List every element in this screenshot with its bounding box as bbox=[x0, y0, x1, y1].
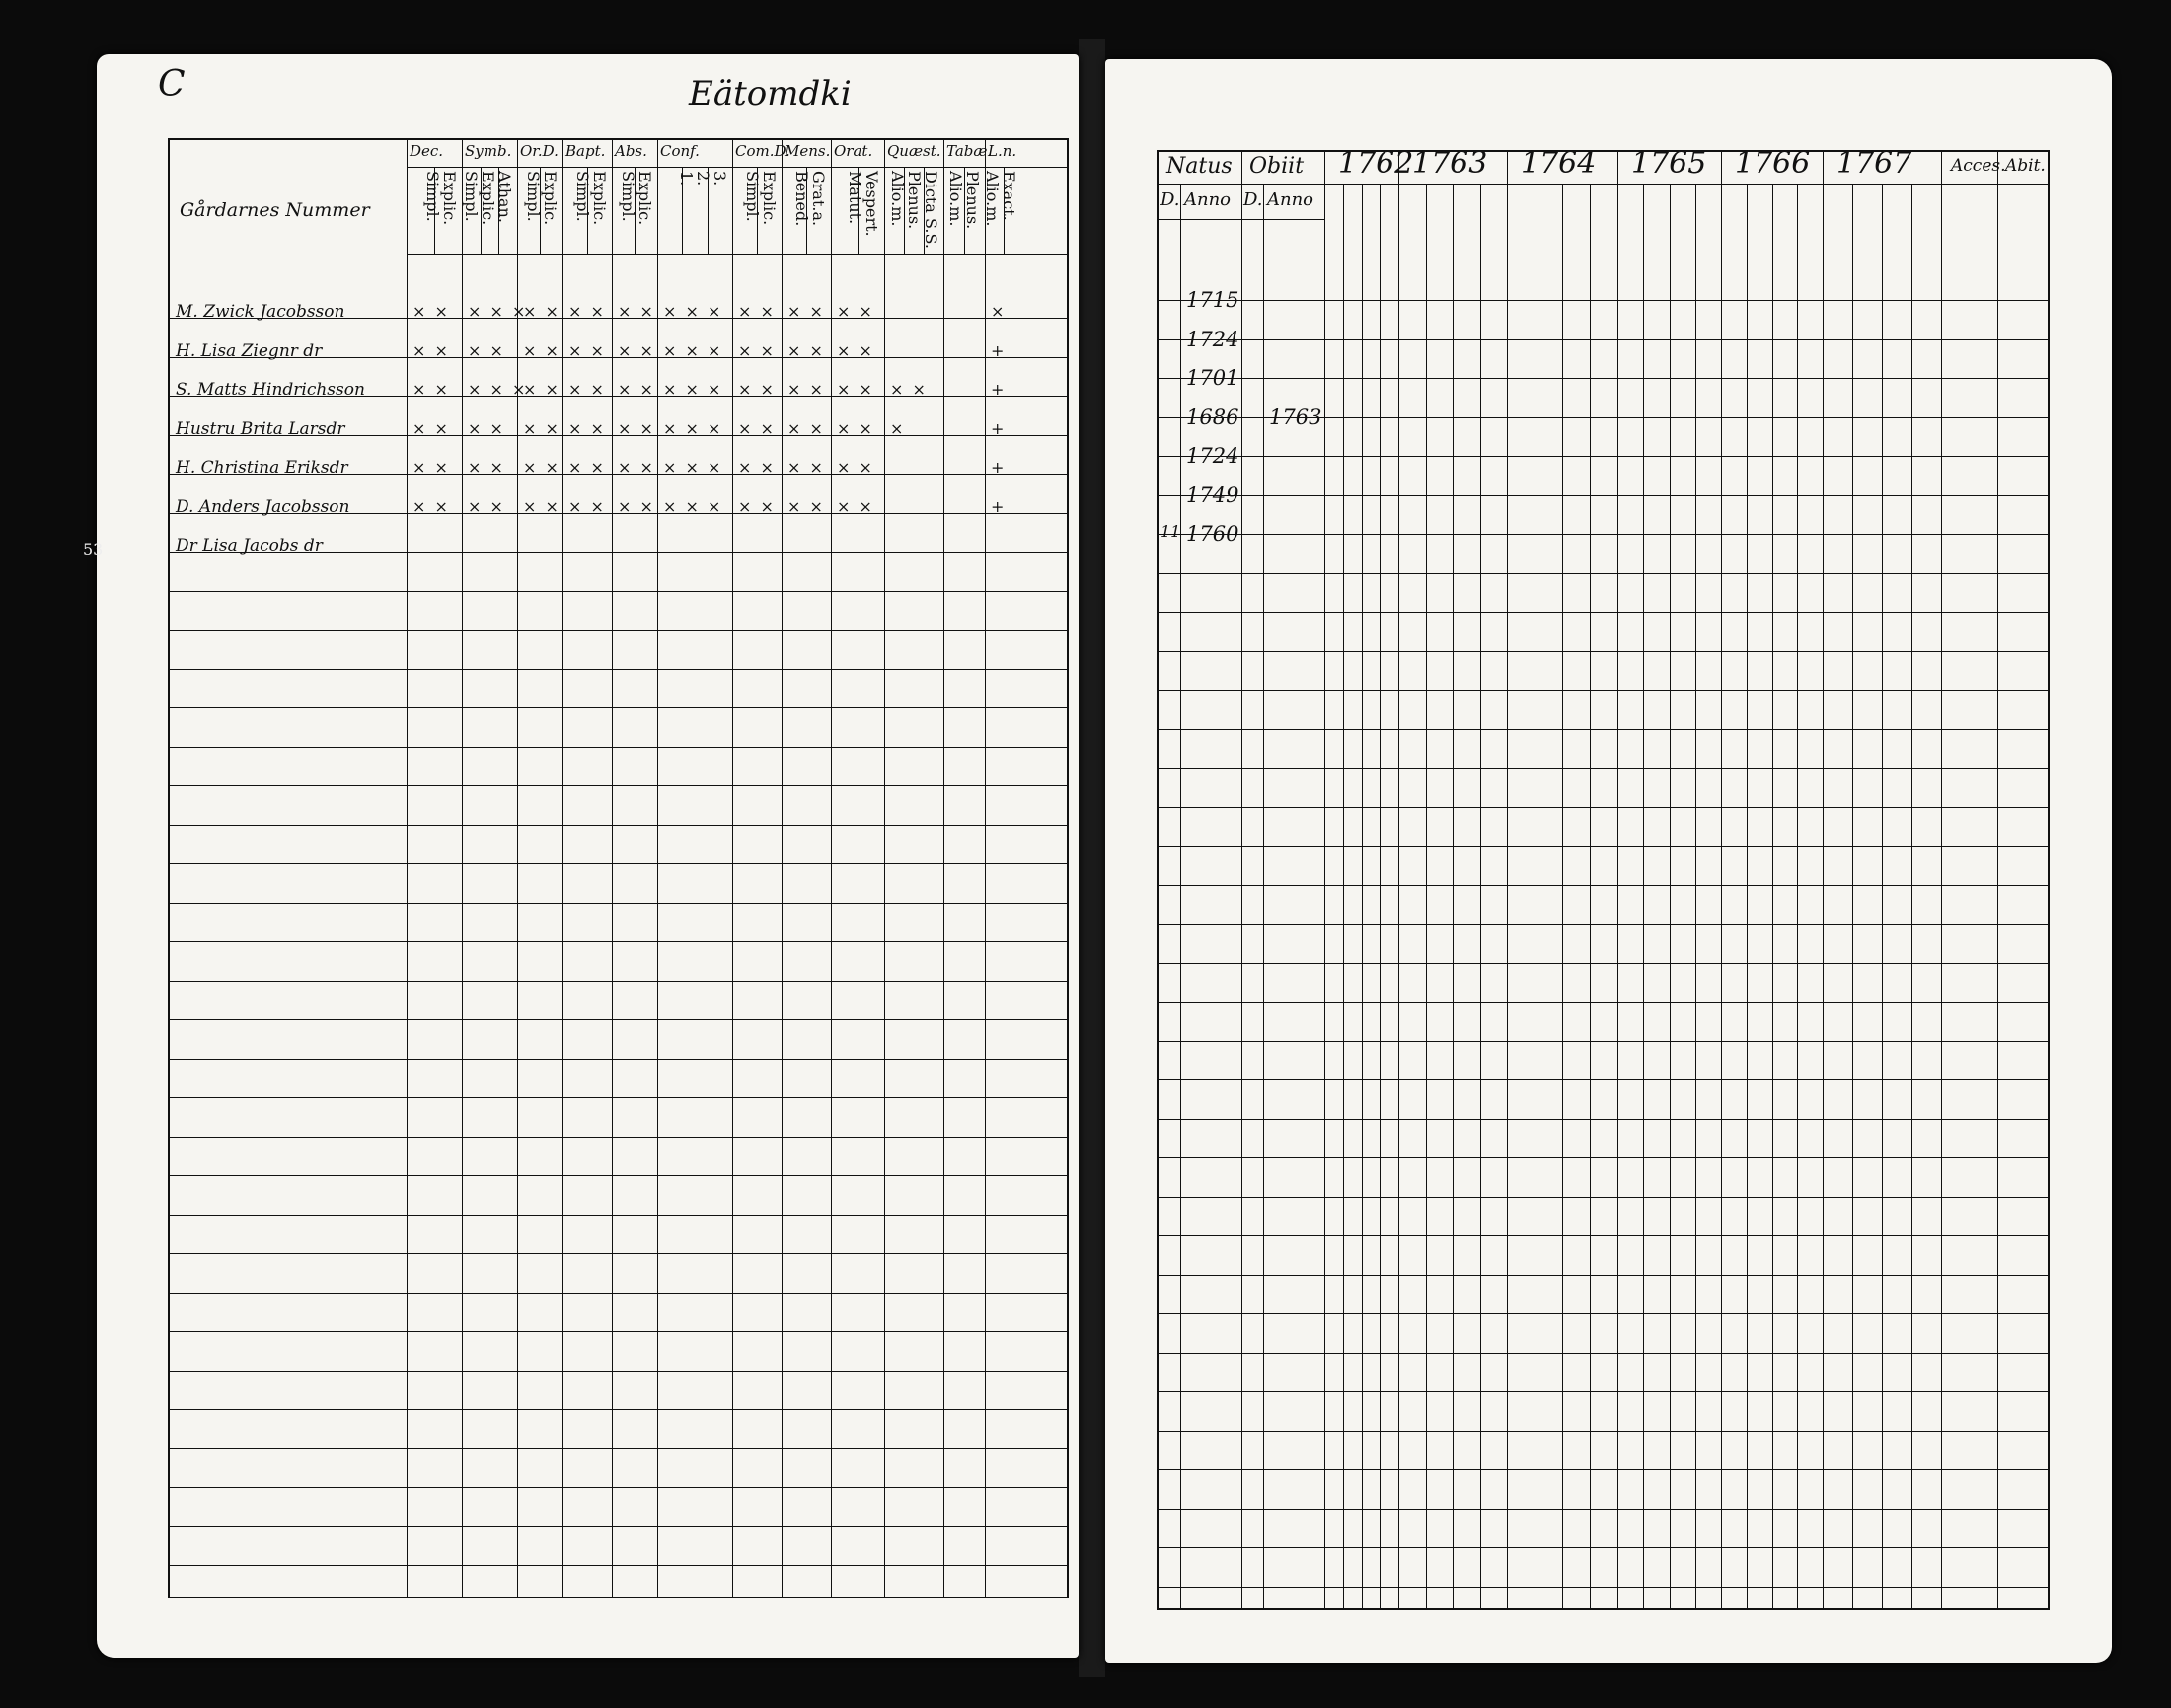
exam-mark: × × bbox=[618, 340, 655, 360]
parishioner-name: Dr Lisa Jacobs dr bbox=[176, 536, 323, 556]
row-rule bbox=[1159, 1119, 2048, 1120]
catechetical-table bbox=[168, 138, 1069, 1598]
column-header: Bapt. bbox=[565, 142, 606, 160]
row-rule bbox=[170, 1526, 1067, 1527]
exam-mark: × × bbox=[837, 418, 874, 438]
row-rule bbox=[1159, 1079, 2048, 1080]
year-header: 1763 bbox=[1412, 146, 1488, 181]
exam-mark: + bbox=[991, 418, 1007, 438]
exam-mark: × × bbox=[787, 418, 825, 438]
name-column-header: Gårdarnes Nummer bbox=[180, 199, 370, 221]
obiit-anno-header: Anno bbox=[1267, 189, 1314, 210]
exam-mark: × × bbox=[787, 302, 825, 321]
row-rule bbox=[170, 785, 1067, 786]
column-divider bbox=[985, 140, 986, 1597]
row-rule bbox=[1159, 1509, 2048, 1510]
abit-header: Abit. bbox=[2005, 156, 2046, 176]
row-rule bbox=[1159, 690, 2048, 691]
row-rule bbox=[1159, 768, 2048, 769]
column-divider bbox=[831, 140, 832, 1597]
book-spine bbox=[1079, 39, 1105, 1677]
exam-mark: × × bbox=[412, 302, 450, 321]
exam-mark: × × bbox=[618, 458, 655, 477]
column-subheader: Plenus. Alio.m. bbox=[946, 171, 982, 230]
row-rule bbox=[170, 1175, 1067, 1176]
subcolumn-divider bbox=[498, 167, 499, 254]
row-rule bbox=[170, 1487, 1067, 1488]
column-header: Abs. bbox=[615, 142, 647, 160]
column-subheader: Explic. Simpl. bbox=[573, 171, 609, 226]
row-rule bbox=[170, 669, 1067, 670]
column-subheader: Grat.a. Bened. bbox=[792, 171, 828, 227]
column-header: Dec. bbox=[410, 142, 444, 160]
subcolumn-divider bbox=[904, 167, 905, 254]
year-subcolumn bbox=[1852, 184, 1853, 1608]
exam-mark: × × bbox=[468, 340, 505, 360]
row-rule bbox=[170, 941, 1067, 942]
exam-mark: × × bbox=[568, 458, 606, 477]
column-divider bbox=[657, 140, 658, 1597]
column-divider bbox=[562, 140, 563, 1597]
column-divider bbox=[1617, 152, 1618, 1608]
subcolumn-divider bbox=[757, 167, 758, 254]
exam-mark: × × bbox=[618, 418, 655, 438]
column-divider bbox=[407, 140, 408, 1597]
year-subcolumn bbox=[1343, 184, 1344, 1608]
corner-mark: C bbox=[158, 64, 186, 105]
column-header: Conf. bbox=[660, 142, 700, 160]
exam-mark: × × bbox=[837, 496, 874, 516]
column-divider bbox=[612, 140, 613, 1597]
exam-mark: × × bbox=[568, 302, 606, 321]
year-subcolumn bbox=[1362, 184, 1363, 1608]
row-rule bbox=[170, 981, 1067, 982]
column-divider bbox=[1721, 152, 1722, 1608]
exam-mark: × × bbox=[523, 418, 561, 438]
row-rule bbox=[1159, 1157, 2048, 1158]
column-divider bbox=[1263, 184, 1264, 1608]
column-header: Quæst. bbox=[887, 142, 941, 160]
parishioner-name: M. Zwick Jacobsson bbox=[176, 302, 345, 322]
year-subcolumn bbox=[1453, 184, 1454, 1608]
exam-mark: × × bbox=[412, 458, 450, 477]
subcolumn-divider bbox=[682, 167, 683, 254]
page-title: Eätomdki bbox=[689, 74, 852, 113]
parishioner-name: H. Christina Eriksdr bbox=[176, 458, 348, 478]
exam-mark: × × × bbox=[663, 418, 723, 438]
birth-year: 1749 bbox=[1186, 483, 1239, 507]
row-rule bbox=[170, 1565, 1067, 1566]
row-rule bbox=[170, 1371, 1067, 1372]
subheader-divider bbox=[1159, 219, 1324, 220]
row-rule bbox=[1159, 1235, 2048, 1236]
left-page bbox=[83, 54, 1079, 1658]
birth-year: 1686 bbox=[1186, 405, 1239, 429]
obiit-day-header: D. bbox=[1243, 189, 1263, 210]
row-rule bbox=[1159, 1002, 2048, 1003]
exam-mark: × × bbox=[738, 418, 776, 438]
column-subheader: Explic. Simpl. bbox=[619, 171, 654, 226]
exam-mark: × × bbox=[837, 380, 874, 399]
column-header: Orat. bbox=[834, 142, 873, 160]
column-divider bbox=[943, 140, 944, 1597]
column-subheader: Explic. Simpl. bbox=[423, 171, 459, 226]
row-rule bbox=[1159, 1469, 2048, 1470]
row-rule bbox=[170, 1293, 1067, 1294]
column-header: Tabæ. bbox=[946, 142, 993, 160]
exam-mark: × × bbox=[523, 458, 561, 477]
row-rule bbox=[170, 1253, 1067, 1254]
year-subcolumn bbox=[1480, 184, 1481, 1608]
exam-mark: × × bbox=[738, 380, 776, 399]
exam-mark: × × bbox=[523, 496, 561, 516]
year-subcolumn bbox=[1380, 184, 1381, 1608]
exam-mark: × × bbox=[837, 458, 874, 477]
year-subcolumn bbox=[1643, 184, 1644, 1608]
row-rule bbox=[1159, 963, 2048, 964]
year-subcolumn bbox=[1670, 184, 1671, 1608]
exam-mark: × × bbox=[787, 380, 825, 399]
exam-mark: × × bbox=[412, 380, 450, 399]
header-divider bbox=[1159, 184, 2048, 185]
column-divider bbox=[517, 140, 518, 1597]
natus-anno-header: Anno bbox=[1184, 189, 1232, 210]
column-divider bbox=[1997, 152, 1998, 1608]
row-rule bbox=[1159, 1587, 2048, 1588]
exam-mark: × × bbox=[618, 302, 655, 321]
exam-mark: × × bbox=[738, 302, 776, 321]
year-header: 1767 bbox=[1836, 146, 1912, 181]
exam-mark: × × bbox=[787, 496, 825, 516]
exam-mark: × × × bbox=[663, 380, 723, 399]
row-rule bbox=[1159, 300, 2048, 301]
subcolumn-divider bbox=[587, 167, 588, 254]
row-rule bbox=[1159, 1313, 2048, 1314]
exam-mark: × bbox=[890, 418, 906, 438]
exam-mark: + bbox=[991, 496, 1007, 516]
row-rule bbox=[1159, 807, 2048, 808]
row-rule bbox=[1159, 1041, 2048, 1042]
row-rule bbox=[1159, 378, 2048, 379]
column-divider bbox=[1941, 152, 1942, 1608]
column-divider bbox=[1324, 152, 1325, 1608]
parishioner-name: H. Lisa Ziegnr dr bbox=[176, 340, 323, 361]
column-header: Mens. bbox=[785, 142, 831, 160]
birth-year: 1701 bbox=[1186, 366, 1239, 390]
exam-mark: × bbox=[991, 302, 1007, 321]
row-rule bbox=[1159, 456, 2048, 457]
column-subheader: 3. 2. 1. bbox=[677, 171, 729, 186]
column-divider bbox=[1180, 184, 1181, 1608]
subcolumn-divider bbox=[434, 167, 435, 254]
death-year: 1763 bbox=[1269, 405, 1322, 429]
subcolumn-divider bbox=[1004, 167, 1005, 254]
exam-mark: × × bbox=[568, 380, 606, 399]
exam-mark: × × × bbox=[663, 496, 723, 516]
row-rule bbox=[170, 747, 1067, 748]
parishioner-name: Hustru Brita Larsdr bbox=[176, 418, 345, 439]
exam-mark: × × bbox=[568, 418, 606, 438]
exam-mark: × × bbox=[523, 340, 561, 360]
year-header: 1765 bbox=[1631, 146, 1707, 181]
column-divider bbox=[782, 140, 783, 1597]
year-header: 1764 bbox=[1521, 146, 1597, 181]
exam-mark: × × bbox=[738, 458, 776, 477]
year-header: 1766 bbox=[1735, 146, 1811, 181]
row-rule bbox=[1159, 846, 2048, 847]
exam-mark: × × bbox=[523, 302, 561, 321]
column-header: Symb. bbox=[465, 142, 512, 160]
column-subheader: Exact. Alio.m. bbox=[983, 171, 1018, 227]
exam-mark: × × bbox=[787, 340, 825, 360]
row-rule bbox=[170, 825, 1067, 826]
row-rule bbox=[1159, 1547, 2048, 1548]
year-header: 1762 bbox=[1338, 146, 1414, 181]
column-divider bbox=[462, 140, 463, 1597]
column-divider bbox=[1507, 152, 1508, 1608]
birth-year: 1724 bbox=[1186, 444, 1239, 468]
subcolumn-divider bbox=[964, 167, 965, 254]
year-subcolumn bbox=[1590, 184, 1591, 1608]
exam-mark: × × bbox=[837, 302, 874, 321]
exam-mark: × × bbox=[412, 340, 450, 360]
birth-day: 11 bbox=[1160, 522, 1181, 541]
column-divider bbox=[1823, 152, 1824, 1608]
row-rule bbox=[170, 1019, 1067, 1020]
row-rule bbox=[1159, 612, 2048, 613]
exam-mark: × × × bbox=[663, 340, 723, 360]
row-rule bbox=[170, 1215, 1067, 1216]
year-subcolumn bbox=[1911, 184, 1912, 1608]
natus-header: Natus bbox=[1166, 154, 1233, 179]
row-rule bbox=[1159, 534, 2048, 535]
header-divider bbox=[407, 254, 1067, 255]
exam-mark: × × × bbox=[663, 458, 723, 477]
year-subcolumn bbox=[1562, 184, 1563, 1608]
row-rule bbox=[170, 1409, 1067, 1410]
row-rule bbox=[170, 1059, 1067, 1060]
row-rule bbox=[1159, 573, 2048, 574]
exam-mark: × × bbox=[412, 496, 450, 516]
year-subcolumn bbox=[1882, 184, 1883, 1608]
exam-mark: × × bbox=[568, 340, 606, 360]
row-rule bbox=[1159, 924, 2048, 925]
exam-mark: × × bbox=[738, 340, 776, 360]
row-rule bbox=[170, 1137, 1067, 1138]
column-divider bbox=[884, 140, 885, 1597]
margin-note: 53 bbox=[83, 540, 104, 558]
exam-mark: + bbox=[991, 380, 1007, 399]
birth-year: 1724 bbox=[1186, 327, 1239, 351]
subcolumn-divider bbox=[858, 167, 859, 254]
exam-mark: × × bbox=[468, 418, 505, 438]
column-header: Com.D. bbox=[735, 142, 790, 160]
column-header: L.n. bbox=[988, 142, 1017, 160]
column-header: Or.D. bbox=[520, 142, 559, 160]
year-subcolumn bbox=[1426, 184, 1427, 1608]
parishioner-name: D. Anders Jacobsson bbox=[176, 496, 350, 517]
subcolumn-divider bbox=[924, 167, 925, 254]
exam-mark: × × bbox=[837, 340, 874, 360]
row-rule bbox=[1159, 1353, 2048, 1354]
row-rule bbox=[1159, 1197, 2048, 1198]
row-rule bbox=[1159, 339, 2048, 340]
column-divider bbox=[1241, 152, 1242, 1608]
exam-mark: × × × bbox=[468, 302, 528, 321]
column-subheader: Vespert. Matut. bbox=[846, 171, 881, 237]
exam-mark: × × bbox=[568, 496, 606, 516]
row-rule bbox=[170, 707, 1067, 708]
exam-mark: × × bbox=[412, 418, 450, 438]
obiit-header: Obiit bbox=[1249, 154, 1305, 179]
subcolumn-divider bbox=[806, 167, 807, 254]
row-rule bbox=[1159, 1391, 2048, 1392]
year-subcolumn bbox=[1747, 184, 1748, 1608]
dates-table bbox=[1157, 146, 2050, 1610]
row-rule bbox=[1159, 729, 2048, 730]
acces-header: Acces. bbox=[1951, 156, 2006, 176]
subcolumn-divider bbox=[635, 167, 636, 254]
row-rule bbox=[1159, 885, 2048, 886]
column-divider bbox=[732, 140, 733, 1597]
row-rule bbox=[170, 591, 1067, 592]
row-rule bbox=[1159, 495, 2048, 496]
right-page bbox=[1105, 59, 2112, 1663]
subcolumn-divider bbox=[481, 167, 482, 254]
exam-mark: × × × bbox=[468, 380, 528, 399]
row-rule bbox=[170, 1097, 1067, 1098]
birth-year: 1715 bbox=[1186, 288, 1239, 312]
row-rule bbox=[170, 1448, 1067, 1449]
header-top-divider bbox=[407, 167, 1067, 168]
row-rule bbox=[1159, 651, 2048, 652]
exam-mark: + bbox=[991, 458, 1007, 477]
parishioner-name: S. Matts Hindrichsson bbox=[176, 380, 365, 400]
exam-mark: + bbox=[991, 340, 1007, 360]
year-subcolumn bbox=[1797, 184, 1798, 1608]
row-rule bbox=[170, 863, 1067, 864]
row-rule bbox=[170, 630, 1067, 631]
year-subcolumn bbox=[1695, 184, 1696, 1608]
exam-mark: × × bbox=[618, 380, 655, 399]
year-subcolumn bbox=[1772, 184, 1773, 1608]
column-subheader: Explic. Simpl. bbox=[524, 171, 560, 226]
row-rule bbox=[1159, 1431, 2048, 1432]
exam-mark: × × bbox=[468, 496, 505, 516]
exam-mark: × × bbox=[468, 458, 505, 477]
subcolumn-divider bbox=[540, 167, 541, 254]
exam-mark: × × bbox=[738, 496, 776, 516]
exam-mark: × × bbox=[890, 380, 928, 399]
row-rule bbox=[170, 903, 1067, 904]
exam-mark: × × bbox=[618, 496, 655, 516]
natus-day-header: D. bbox=[1160, 189, 1180, 210]
column-subheader: Athan. Explic. Simpl. bbox=[462, 171, 514, 226]
birth-year: 1760 bbox=[1186, 522, 1239, 546]
column-subheader: Explic. Simpl. bbox=[743, 171, 779, 226]
subcolumn-divider bbox=[708, 167, 709, 254]
row-rule bbox=[1159, 1275, 2048, 1276]
exam-mark: × × bbox=[787, 458, 825, 477]
column-divider bbox=[1398, 152, 1399, 1608]
column-subheader: Dicta S.S. Plenus. Alio.m. bbox=[888, 171, 940, 249]
exam-mark: × × × bbox=[663, 302, 723, 321]
exam-mark: × × bbox=[523, 380, 561, 399]
row-rule bbox=[170, 1331, 1067, 1332]
